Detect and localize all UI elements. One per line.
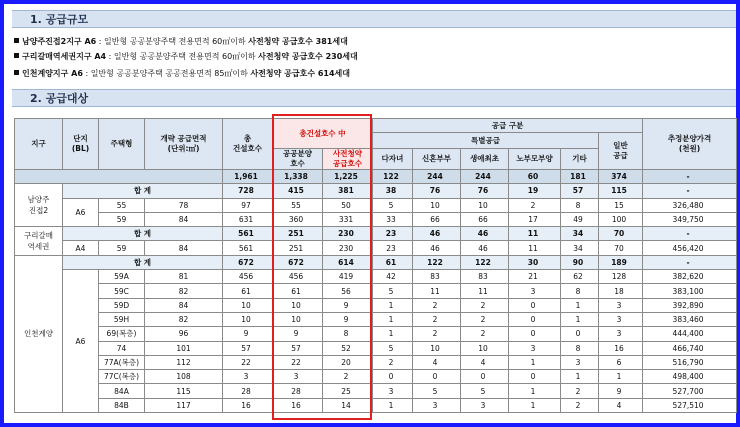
subtotal-label: 합 계 [63,227,223,241]
table-cell: 100 [599,212,643,226]
table-cell: 101 [145,341,223,355]
table-cell: 112 [145,355,223,369]
table-cell: 117 [145,398,223,412]
header-general: 일반 공급 [599,133,643,170]
table-cell: 419 [323,270,373,284]
header-elderly-parents: 노부모부양 [509,149,561,170]
scale-line-desc: 일반형 공공분양주택 공공전용면적 85㎡이하 [90,69,248,78]
table-cell: 251 [273,241,323,255]
district-cell: 남양주 진접2 [15,184,63,227]
table-cell: 326,480 [643,198,737,212]
table-cell: 0 [461,370,509,384]
table-cell: 527,700 [643,384,737,398]
table-cell: 2 [373,355,413,369]
header-first-time: 생애최초 [461,149,509,170]
table-cell: 0 [509,370,561,384]
table-cell: 1 [509,384,561,398]
table-cell: 59 [99,212,145,226]
scale-line-desc: 일반형 공공분양주택 전용면적 60㎡이하 [113,52,256,61]
subtotal-cell: 728 [223,184,273,198]
table-cell: 18 [599,284,643,298]
table-cell: 8 [561,284,599,298]
scale-line-name: 인천계양지구 A6 [22,69,83,78]
subtotal-cell: 115 [599,184,643,198]
square-bullet-icon [14,70,19,75]
header-newlywed: 신혼부부 [413,149,461,170]
table-cell: 2 [413,327,461,341]
table-cell: 4 [413,355,461,369]
table-cell: 3 [509,284,561,298]
table-cell: 6 [599,355,643,369]
subtotal-cell: - [643,227,737,241]
subtotal-cell: 230 [323,227,373,241]
table-cell: 561 [223,241,273,255]
table-cell: 4 [461,355,509,369]
table-cell: 62 [561,270,599,284]
header-pre-sub: 사전청약 공급호수 [323,149,373,170]
table-cell: 77A(복층) [99,355,145,369]
table-cell: 1 [509,355,561,369]
table-row [15,198,737,212]
grand-total-cell: 244 [413,170,461,184]
table-cell: 49 [561,212,599,226]
table-cell: 230 [323,241,373,255]
subtotal-cell: 672 [223,255,273,269]
grand-total-cell: 122 [373,170,413,184]
table-cell: 128 [599,270,643,284]
table-cell: 59H [99,312,145,326]
table-cell: 17 [509,212,561,226]
table-cell: 84A [99,384,145,398]
block-cell: A6 [63,270,99,413]
table-cell: 0 [509,327,561,341]
table-cell: 1 [599,370,643,384]
table-cell: 456,420 [643,241,737,255]
subtotal-cell: 614 [323,255,373,269]
subtotal-cell: 30 [509,255,561,269]
table-cell: 10 [413,341,461,355]
grand-total-cell: 244 [461,170,509,184]
table-cell: 10 [273,312,323,326]
table-cell: 8 [323,327,373,341]
table-cell: 66 [413,212,461,226]
table-cell: 466,740 [643,341,737,355]
grand-total-cell: 60 [509,170,561,184]
table-cell: 5 [373,198,413,212]
table-cell: 5 [413,384,461,398]
table-cell: 3 [373,384,413,398]
table-cell: 383,100 [643,284,737,298]
subtotal-label: 합 계 [63,255,223,269]
subtotal-cell: 46 [413,227,461,241]
subtotal-cell: 70 [599,227,643,241]
table-cell: 22 [273,355,323,369]
table-cell: 1 [561,298,599,312]
table-cell: 81 [145,270,223,284]
table-cell: 25 [323,384,373,398]
table-cell: 2 [413,298,461,312]
table-cell: 10 [413,198,461,212]
subtotal-cell: 19 [509,184,561,198]
table-cell: 3 [461,398,509,412]
subtotal-label: 합 계 [63,184,223,198]
table-cell: 34 [561,241,599,255]
table-cell: 3 [273,370,323,384]
table-cell: 3 [223,370,273,384]
table-cell: 516,790 [643,355,737,369]
table-row [15,298,737,312]
table-cell: 15 [599,198,643,212]
table-cell: 0 [509,312,561,326]
table-cell: 59A [99,270,145,284]
table-cell: 97 [223,198,273,212]
square-bullet-icon [14,38,19,43]
grand-total-cell: 374 [599,170,643,184]
table-cell: 456 [223,270,273,284]
subtotal-cell: 122 [461,255,509,269]
table-cell: 59D [99,298,145,312]
table-cell: 2 [509,198,561,212]
subtotal-cell: - [643,255,737,269]
section-title-supply-scale: 1. 공급규모 [12,10,736,28]
table-cell: 59C [99,284,145,298]
table-cell: 5 [461,384,509,398]
table-cell: 108 [145,370,223,384]
table-row [15,370,737,384]
table-cell: 14 [323,398,373,412]
table-cell: 46 [461,241,509,255]
table-cell: 1 [561,370,599,384]
table-cell: 33 [373,212,413,226]
header-type: 주택형 [99,119,145,170]
subtotal-cell: 76 [413,184,461,198]
table-cell: 3 [599,298,643,312]
table-cell: 2 [461,327,509,341]
table-cell: 2 [561,384,599,398]
table-cell: 4 [599,398,643,412]
subtotal-cell: 46 [461,227,509,241]
subtotal-cell: 381 [323,184,373,198]
subtotal-cell: 122 [413,255,461,269]
table-cell: 1 [373,327,413,341]
header-supply-class: 공급 구분 [373,119,643,133]
table-cell: 16 [599,341,643,355]
table-cell: 527,510 [643,398,737,412]
table-cell: 0 [561,327,599,341]
scale-line-name: 구리갈매역세권지구 A4 [22,52,107,61]
scale-line: 구리갈매역세권지구 A4 : 일반형 공공분양주택 전용면적 60㎡이하 사전청약 공급호수 230세대 [14,51,358,62]
table-cell: 383,460 [643,312,737,326]
table-cell: 498,400 [643,370,737,384]
table-cell: 10 [461,198,509,212]
table-cell: 20 [323,355,373,369]
table-cell: 46 [413,241,461,255]
table-cell: 96 [145,327,223,341]
square-bullet-icon [14,53,19,58]
table-cell: 3 [561,355,599,369]
table-cell: 360 [273,212,323,226]
subtotal-cell: - [643,184,737,198]
table-cell: 8 [561,198,599,212]
table-cell: 2 [323,370,373,384]
table-cell: 349,750 [643,212,737,226]
table-row [15,327,737,341]
district-cell: 구리갈매 역세권 [15,227,63,256]
table-cell: 9 [323,298,373,312]
header-under-construction: 총건설호수 中 [273,119,373,149]
table-cell: 1 [373,312,413,326]
table-row [15,284,737,298]
table-cell: 3 [509,341,561,355]
subtotal-row [15,255,737,269]
table-cell: 23 [373,241,413,255]
table-cell: 11 [509,241,561,255]
table-cell: 56 [323,284,373,298]
subtotal-cell: 34 [561,227,599,241]
table-cell: 2 [461,298,509,312]
grand-total-cell: 1,961 [223,170,273,184]
table-cell: 2 [561,398,599,412]
table-cell: 74 [99,341,145,355]
subtotal-row [15,184,737,198]
subtotal-cell: 23 [373,227,413,241]
subtotal-cell: 38 [373,184,413,198]
scale-line-label: 사전청약 공급호수 614세대 [250,69,350,78]
table-cell: 1 [373,298,413,312]
table-cell: 84 [145,298,223,312]
table-cell: 444,400 [643,327,737,341]
table-cell: 82 [145,284,223,298]
subtotal-cell: 90 [561,255,599,269]
table-cell: 9 [599,384,643,398]
table-cell: 11 [461,284,509,298]
header-multi-child: 다자녀 [373,149,413,170]
table-cell: 0 [509,298,561,312]
table-cell: 50 [323,198,373,212]
header-est-price: 추정분양가격 (천원) [643,119,737,170]
table-row [15,355,737,369]
table-cell: 2 [461,312,509,326]
table-cell: 57 [223,341,273,355]
grand-total-row [15,170,737,184]
subtotal-cell: 251 [273,227,323,241]
table-cell: 82 [145,312,223,326]
table-row [15,212,737,226]
table-cell: 5 [373,284,413,298]
table-cell: 57 [273,341,323,355]
scale-line: 인천계양지구 A6 : 일반형 공공분양주택 공공전용면적 85㎡이하 사전청약 공급호수 614세대 [14,68,350,79]
block-cell: A6 [63,198,99,227]
table-cell: 10 [273,298,323,312]
table-cell: 70 [599,241,643,255]
header-special: 특별공급 [373,133,599,149]
table-cell: 55 [273,198,323,212]
table-cell: 2 [413,312,461,326]
table-cell: 631 [223,212,273,226]
scale-line-desc: 일반형 공공분양주택 전용면적 60㎡이하 [104,37,246,46]
subtotal-cell: 189 [599,255,643,269]
grand-total-label [15,170,223,184]
section-title-supply-target: 2. 공급대상 [12,89,736,107]
scale-line-label: 사전청약 공급호수 230세대 [258,52,358,61]
table-cell: 1 [561,312,599,326]
table-cell: 78 [145,198,223,212]
table-cell: 61 [273,284,323,298]
supply-table [14,118,737,413]
table-cell: 8 [561,341,599,355]
subtotal-cell: 415 [273,184,323,198]
table-row [15,398,737,412]
table-cell: 5 [373,341,413,355]
scale-line: 남양주진접2지구 A6 : 일반형 공공분양주택 전용면적 60㎡이하 사전청약 공급호수 381세대 [14,36,348,47]
grand-total-cell: 1,225 [323,170,373,184]
table-cell: 382,620 [643,270,737,284]
table-cell: 3 [599,312,643,326]
table-cell: 84B [99,398,145,412]
table-cell: 84 [145,212,223,226]
header-area: 개략 공급면적 (단위:㎡) [145,119,223,170]
header-public-sale: 공공분양 호수 [273,149,323,170]
table-cell: 21 [509,270,561,284]
header-total-units: 총 건설호수 [223,119,273,170]
grand-total-cell: - [643,170,737,184]
table-cell: 1 [509,398,561,412]
table-cell: 0 [413,370,461,384]
subtotal-cell: 11 [509,227,561,241]
subtotal-cell: 76 [461,184,509,198]
table-cell: 16 [223,398,273,412]
header-block: 단지 (BL) [63,119,99,170]
scale-line-label: 사전청약 공급호수 381세대 [248,37,348,46]
table-cell: 28 [223,384,273,398]
subtotal-row [15,227,737,241]
table-cell: 10 [223,298,273,312]
table-cell: 52 [323,341,373,355]
table-cell: 69(복층) [99,327,145,341]
table-cell: 3 [599,327,643,341]
table-cell: 61 [223,284,273,298]
table-row [15,384,737,398]
table-cell: 0 [373,370,413,384]
table-cell: 10 [223,312,273,326]
table-cell: 392,890 [643,298,737,312]
table-cell: 456 [273,270,323,284]
table-cell: 16 [273,398,323,412]
subtotal-cell: 61 [373,255,413,269]
table-cell: 115 [145,384,223,398]
subtotal-cell: 57 [561,184,599,198]
table-row [15,312,737,326]
table-cell: 42 [373,270,413,284]
table-cell: 3 [413,398,461,412]
table-cell: 77C(복층) [99,370,145,384]
table-cell: 28 [273,384,323,398]
subtotal-cell: 672 [273,255,323,269]
table-row [15,341,737,355]
header-district: 지구 [15,119,63,170]
scale-line-name: 남양주진접2지구 A6 [22,37,97,46]
table-cell: 11 [413,284,461,298]
table-cell: 59 [99,241,145,255]
table-cell: 55 [99,198,145,212]
table-cell: 66 [461,212,509,226]
grand-total-cell: 1,338 [273,170,323,184]
table-cell: 1 [373,398,413,412]
table-cell: 22 [223,355,273,369]
table-cell: 9 [273,327,323,341]
block-cell: A4 [63,241,99,255]
grand-total-cell: 181 [561,170,599,184]
table-cell: 9 [323,312,373,326]
table-cell: 331 [323,212,373,226]
table-cell: 10 [461,341,509,355]
table-row [15,241,737,255]
table-cell: 83 [413,270,461,284]
district-cell: 인천계양 [15,255,63,412]
table-cell: 84 [145,241,223,255]
table-cell: 83 [461,270,509,284]
table-row [15,270,737,284]
subtotal-cell: 561 [223,227,273,241]
header-other: 기타 [561,149,599,170]
table-cell: 9 [223,327,273,341]
